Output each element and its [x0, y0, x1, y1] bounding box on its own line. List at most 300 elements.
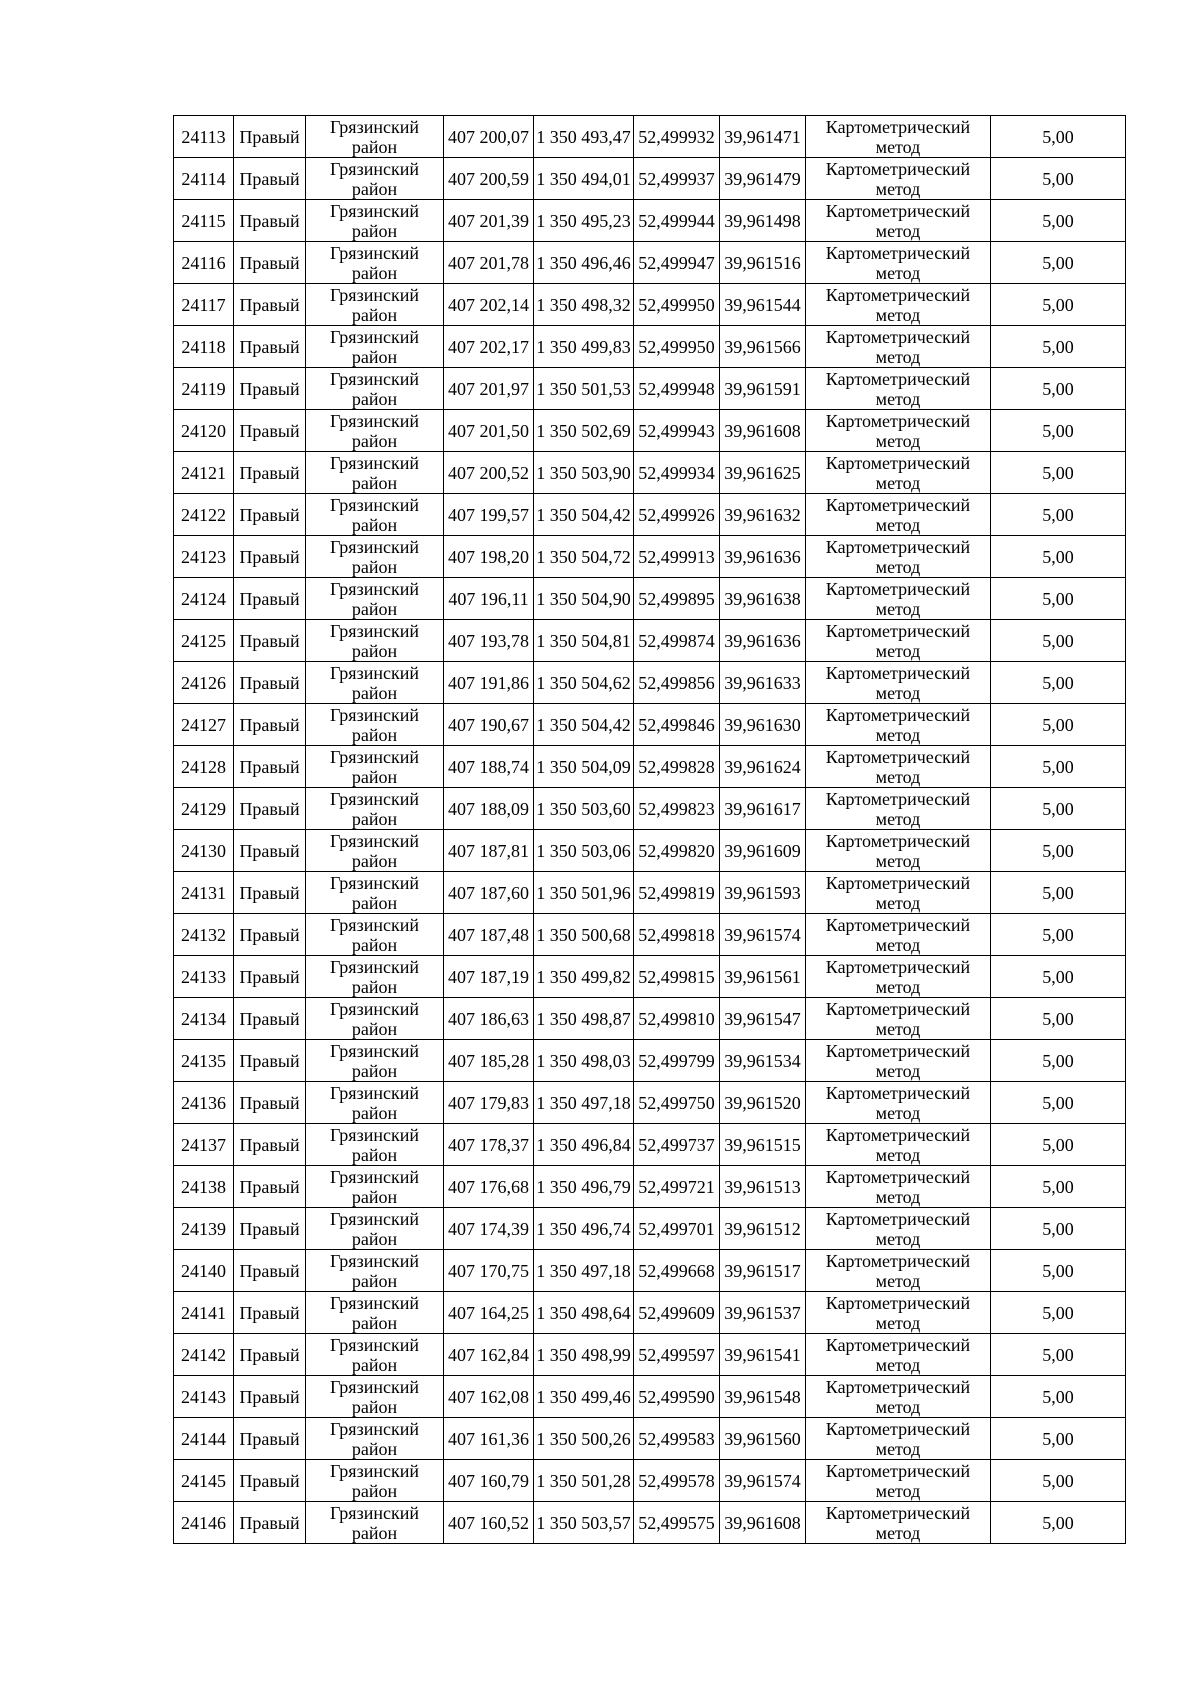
coord-x-cell: 407 186,63 — [444, 998, 534, 1040]
point-number-cell: 24128 — [174, 746, 234, 788]
longitude-cell: 39,961471 — [720, 116, 806, 158]
district-cell: Грязинский район — [306, 368, 444, 410]
point-number-cell: 24131 — [174, 872, 234, 914]
point-number-cell: 24123 — [174, 536, 234, 578]
latitude-cell: 52,499820 — [634, 830, 720, 872]
method-cell: Картометрический метод — [806, 662, 991, 704]
latitude-cell: 52,499737 — [634, 1124, 720, 1166]
coord-x-cell: 407 193,78 — [444, 620, 534, 662]
latitude-cell: 52,499575 — [634, 1502, 720, 1544]
coord-y-cell: 1 350 496,74 — [534, 1208, 634, 1250]
bank-side-cell: Правый — [234, 494, 306, 536]
coord-y-cell: 1 350 503,57 — [534, 1502, 634, 1544]
district-cell: Грязинский район — [306, 956, 444, 998]
bank-side-cell: Правый — [234, 1250, 306, 1292]
district-cell: Грязинский район — [306, 1334, 444, 1376]
accuracy-cell: 5,00 — [991, 1040, 1126, 1082]
coord-x-cell: 407 187,81 — [444, 830, 534, 872]
method-cell: Картометрический метод — [806, 368, 991, 410]
method-cell: Картометрический метод — [806, 788, 991, 830]
district-cell: Грязинский район — [306, 998, 444, 1040]
point-number-cell: 24118 — [174, 326, 234, 368]
coord-x-cell: 407 200,52 — [444, 452, 534, 494]
table-row — [174, 578, 1126, 620]
latitude-cell: 52,499943 — [634, 410, 720, 452]
coord-y-cell: 1 350 504,81 — [534, 620, 634, 662]
coord-x-cell: 407 201,50 — [444, 410, 534, 452]
coord-x-cell: 407 202,14 — [444, 284, 534, 326]
longitude-cell: 39,961498 — [720, 200, 806, 242]
accuracy-cell: 5,00 — [991, 788, 1126, 830]
coord-y-cell: 1 350 499,83 — [534, 326, 634, 368]
point-number-cell: 24122 — [174, 494, 234, 536]
coord-x-cell: 407 162,08 — [444, 1376, 534, 1418]
district-cell: Грязинский район — [306, 326, 444, 368]
method-cell: Картометрический метод — [806, 200, 991, 242]
longitude-cell: 39,961630 — [720, 704, 806, 746]
coord-x-cell: 407 160,79 — [444, 1460, 534, 1502]
accuracy-cell: 5,00 — [991, 1208, 1126, 1250]
latitude-cell: 52,499947 — [634, 242, 720, 284]
table-row — [174, 746, 1126, 788]
accuracy-cell: 5,00 — [991, 284, 1126, 326]
point-number-cell: 24135 — [174, 1040, 234, 1082]
point-number-cell: 24117 — [174, 284, 234, 326]
latitude-cell: 52,499583 — [634, 1418, 720, 1460]
coord-y-cell: 1 350 501,28 — [534, 1460, 634, 1502]
district-cell: Грязинский район — [306, 1376, 444, 1418]
district-cell: Грязинский район — [306, 1418, 444, 1460]
accuracy-cell: 5,00 — [991, 830, 1126, 872]
accuracy-cell: 5,00 — [991, 1124, 1126, 1166]
accuracy-cell: 5,00 — [991, 872, 1126, 914]
table-row — [174, 662, 1126, 704]
accuracy-cell: 5,00 — [991, 536, 1126, 578]
method-cell: Картометрический метод — [806, 1166, 991, 1208]
table-row — [174, 1334, 1126, 1376]
latitude-cell: 52,499815 — [634, 956, 720, 998]
coord-x-cell: 407 160,52 — [444, 1502, 534, 1544]
bank-side-cell: Правый — [234, 998, 306, 1040]
point-number-cell: 24113 — [174, 116, 234, 158]
bank-side-cell: Правый — [234, 578, 306, 620]
bank-side-cell: Правый — [234, 788, 306, 830]
method-cell: Картометрический метод — [806, 1460, 991, 1502]
method-cell: Картометрический метод — [806, 284, 991, 326]
district-cell: Грязинский район — [306, 788, 444, 830]
method-cell: Картометрический метод — [806, 1292, 991, 1334]
bank-side-cell: Правый — [234, 1334, 306, 1376]
point-number-cell: 24114 — [174, 158, 234, 200]
district-cell: Грязинский район — [306, 662, 444, 704]
coord-y-cell: 1 350 498,32 — [534, 284, 634, 326]
point-number-cell: 24142 — [174, 1334, 234, 1376]
bank-side-cell: Правый — [234, 1460, 306, 1502]
coord-y-cell: 1 350 496,84 — [534, 1124, 634, 1166]
latitude-cell: 52,499932 — [634, 116, 720, 158]
longitude-cell: 39,961517 — [720, 1250, 806, 1292]
accuracy-cell: 5,00 — [991, 914, 1126, 956]
point-number-cell: 24119 — [174, 368, 234, 410]
table-row — [174, 200, 1126, 242]
point-number-cell: 24132 — [174, 914, 234, 956]
coord-y-cell: 1 350 504,62 — [534, 662, 634, 704]
coord-x-cell: 407 178,37 — [444, 1124, 534, 1166]
point-number-cell: 24120 — [174, 410, 234, 452]
coord-x-cell: 407 187,60 — [444, 872, 534, 914]
district-cell: Грязинский район — [306, 200, 444, 242]
bank-side-cell: Правый — [234, 452, 306, 494]
district-cell: Грязинский район — [306, 1040, 444, 1082]
district-cell: Грязинский район — [306, 452, 444, 494]
method-cell: Картометрический метод — [806, 1040, 991, 1082]
method-cell: Картометрический метод — [806, 1376, 991, 1418]
latitude-cell: 52,499874 — [634, 620, 720, 662]
table-row — [174, 1460, 1126, 1502]
longitude-cell: 39,961515 — [720, 1124, 806, 1166]
bank-side-cell: Правый — [234, 410, 306, 452]
table-row — [174, 368, 1126, 410]
latitude-cell: 52,499944 — [634, 200, 720, 242]
method-cell: Картометрический метод — [806, 1334, 991, 1376]
method-cell: Картометрический метод — [806, 1208, 991, 1250]
table-row — [174, 914, 1126, 956]
district-cell: Грязинский район — [306, 494, 444, 536]
bank-side-cell: Правый — [234, 1082, 306, 1124]
bank-side-cell: Правый — [234, 1292, 306, 1334]
coord-y-cell: 1 350 501,53 — [534, 368, 634, 410]
table-row — [174, 1376, 1126, 1418]
coord-y-cell: 1 350 496,79 — [534, 1166, 634, 1208]
longitude-cell: 39,961534 — [720, 1040, 806, 1082]
accuracy-cell: 5,00 — [991, 1166, 1126, 1208]
accuracy-cell: 5,00 — [991, 116, 1126, 158]
method-cell: Картометрический метод — [806, 158, 991, 200]
coord-y-cell: 1 350 503,06 — [534, 830, 634, 872]
longitude-cell: 39,961516 — [720, 242, 806, 284]
point-number-cell: 24134 — [174, 998, 234, 1040]
method-cell: Картометрический метод — [806, 578, 991, 620]
table-row — [174, 704, 1126, 746]
accuracy-cell: 5,00 — [991, 1250, 1126, 1292]
longitude-cell: 39,961617 — [720, 788, 806, 830]
table-row — [174, 830, 1126, 872]
bank-side-cell: Правый — [234, 116, 306, 158]
accuracy-cell: 5,00 — [991, 158, 1126, 200]
latitude-cell: 52,499818 — [634, 914, 720, 956]
accuracy-cell: 5,00 — [991, 368, 1126, 410]
method-cell: Картометрический метод — [806, 998, 991, 1040]
point-number-cell: 24145 — [174, 1460, 234, 1502]
coord-x-cell: 407 185,28 — [444, 1040, 534, 1082]
latitude-cell: 52,499937 — [634, 158, 720, 200]
bank-side-cell: Правый — [234, 872, 306, 914]
bank-side-cell: Правый — [234, 914, 306, 956]
bank-side-cell: Правый — [234, 1040, 306, 1082]
method-cell: Картометрический метод — [806, 452, 991, 494]
coord-y-cell: 1 350 497,18 — [534, 1082, 634, 1124]
method-cell: Картометрический метод — [806, 956, 991, 998]
point-number-cell: 24124 — [174, 578, 234, 620]
longitude-cell: 39,961608 — [720, 410, 806, 452]
coord-x-cell: 407 201,97 — [444, 368, 534, 410]
coord-y-cell: 1 350 504,42 — [534, 494, 634, 536]
longitude-cell: 39,961560 — [720, 1418, 806, 1460]
bank-side-cell: Правый — [234, 1124, 306, 1166]
coord-y-cell: 1 350 498,03 — [534, 1040, 634, 1082]
longitude-cell: 39,961544 — [720, 284, 806, 326]
latitude-cell: 52,499934 — [634, 452, 720, 494]
accuracy-cell: 5,00 — [991, 620, 1126, 662]
longitude-cell: 39,961624 — [720, 746, 806, 788]
coord-x-cell: 407 201,39 — [444, 200, 534, 242]
longitude-cell: 39,961548 — [720, 1376, 806, 1418]
coordinates-table — [173, 115, 1126, 1544]
accuracy-cell: 5,00 — [991, 704, 1126, 746]
accuracy-cell: 5,00 — [991, 452, 1126, 494]
district-cell: Грязинский район — [306, 1460, 444, 1502]
accuracy-cell: 5,00 — [991, 578, 1126, 620]
latitude-cell: 52,499668 — [634, 1250, 720, 1292]
coord-x-cell: 407 199,57 — [444, 494, 534, 536]
method-cell: Картометрический метод — [806, 1502, 991, 1544]
method-cell: Картометрический метод — [806, 620, 991, 662]
district-cell: Грязинский район — [306, 536, 444, 578]
table-row — [174, 242, 1126, 284]
bank-side-cell: Правый — [234, 158, 306, 200]
latitude-cell: 52,499609 — [634, 1292, 720, 1334]
point-number-cell: 24141 — [174, 1292, 234, 1334]
table-row — [174, 998, 1126, 1040]
table-row — [174, 452, 1126, 494]
bank-side-cell: Правый — [234, 704, 306, 746]
coord-x-cell: 407 200,59 — [444, 158, 534, 200]
district-cell: Грязинский район — [306, 1082, 444, 1124]
table-row — [174, 788, 1126, 830]
method-cell: Картометрический метод — [806, 536, 991, 578]
latitude-cell: 52,499950 — [634, 284, 720, 326]
table-row — [174, 1418, 1126, 1460]
latitude-cell: 52,499913 — [634, 536, 720, 578]
bank-side-cell: Правый — [234, 284, 306, 326]
bank-side-cell: Правый — [234, 1166, 306, 1208]
longitude-cell: 39,961547 — [720, 998, 806, 1040]
table-row — [174, 1292, 1126, 1334]
district-cell: Грязинский район — [306, 578, 444, 620]
longitude-cell: 39,961633 — [720, 662, 806, 704]
coord-x-cell: 407 174,39 — [444, 1208, 534, 1250]
latitude-cell: 52,499948 — [634, 368, 720, 410]
accuracy-cell: 5,00 — [991, 200, 1126, 242]
coord-x-cell: 407 162,84 — [444, 1334, 534, 1376]
longitude-cell: 39,961609 — [720, 830, 806, 872]
coord-x-cell: 407 170,75 — [444, 1250, 534, 1292]
point-number-cell: 24116 — [174, 242, 234, 284]
accuracy-cell: 5,00 — [991, 746, 1126, 788]
bank-side-cell: Правый — [234, 1376, 306, 1418]
method-cell: Картометрический метод — [806, 830, 991, 872]
coord-y-cell: 1 350 498,64 — [534, 1292, 634, 1334]
coord-y-cell: 1 350 504,90 — [534, 578, 634, 620]
district-cell: Грязинский район — [306, 1250, 444, 1292]
longitude-cell: 39,961636 — [720, 536, 806, 578]
coord-y-cell: 1 350 499,82 — [534, 956, 634, 998]
method-cell: Картометрический метод — [806, 1418, 991, 1460]
coord-y-cell: 1 350 504,09 — [534, 746, 634, 788]
coord-y-cell: 1 350 504,42 — [534, 704, 634, 746]
table-row — [174, 494, 1126, 536]
accuracy-cell: 5,00 — [991, 1502, 1126, 1544]
bank-side-cell: Правый — [234, 662, 306, 704]
point-number-cell: 24129 — [174, 788, 234, 830]
accuracy-cell: 5,00 — [991, 1460, 1126, 1502]
latitude-cell: 52,499895 — [634, 578, 720, 620]
latitude-cell: 52,499828 — [634, 746, 720, 788]
coord-x-cell: 407 164,25 — [444, 1292, 534, 1334]
coord-x-cell: 407 190,67 — [444, 704, 534, 746]
method-cell: Картометрический метод — [806, 242, 991, 284]
accuracy-cell: 5,00 — [991, 1082, 1126, 1124]
table-row — [174, 158, 1126, 200]
latitude-cell: 52,499597 — [634, 1334, 720, 1376]
longitude-cell: 39,961512 — [720, 1208, 806, 1250]
longitude-cell: 39,961608 — [720, 1502, 806, 1544]
latitude-cell: 52,499846 — [634, 704, 720, 746]
point-number-cell: 24125 — [174, 620, 234, 662]
table-row — [174, 872, 1126, 914]
table-row — [174, 1082, 1126, 1124]
point-number-cell: 24146 — [174, 1502, 234, 1544]
bank-side-cell: Правый — [234, 368, 306, 410]
bank-side-cell: Правый — [234, 830, 306, 872]
bank-side-cell: Правый — [234, 620, 306, 662]
coord-y-cell: 1 350 503,90 — [534, 452, 634, 494]
district-cell: Грязинский район — [306, 410, 444, 452]
district-cell: Грязинский район — [306, 1208, 444, 1250]
table-row — [174, 1166, 1126, 1208]
coord-y-cell: 1 350 496,46 — [534, 242, 634, 284]
method-cell: Картометрический метод — [806, 1124, 991, 1166]
district-cell: Грязинский район — [306, 620, 444, 662]
bank-side-cell: Правый — [234, 200, 306, 242]
point-number-cell: 24144 — [174, 1418, 234, 1460]
point-number-cell: 24121 — [174, 452, 234, 494]
table-row — [174, 536, 1126, 578]
district-cell: Грязинский район — [306, 746, 444, 788]
method-cell: Картометрический метод — [806, 116, 991, 158]
latitude-cell: 52,499750 — [634, 1082, 720, 1124]
point-number-cell: 24130 — [174, 830, 234, 872]
coord-y-cell: 1 350 500,68 — [534, 914, 634, 956]
district-cell: Грязинский район — [306, 914, 444, 956]
bank-side-cell: Правый — [234, 536, 306, 578]
accuracy-cell: 5,00 — [991, 242, 1126, 284]
district-cell: Грязинский район — [306, 704, 444, 746]
accuracy-cell: 5,00 — [991, 494, 1126, 536]
table-row — [174, 620, 1126, 662]
latitude-cell: 52,499590 — [634, 1376, 720, 1418]
coord-y-cell: 1 350 502,69 — [534, 410, 634, 452]
district-cell: Грязинский район — [306, 116, 444, 158]
coord-y-cell: 1 350 500,26 — [534, 1418, 634, 1460]
point-number-cell: 24127 — [174, 704, 234, 746]
method-cell: Картометрический метод — [806, 746, 991, 788]
bank-side-cell: Правый — [234, 746, 306, 788]
district-cell: Грязинский район — [306, 284, 444, 326]
coord-x-cell: 407 201,78 — [444, 242, 534, 284]
method-cell: Картометрический метод — [806, 494, 991, 536]
longitude-cell: 39,961561 — [720, 956, 806, 998]
district-cell: Грязинский район — [306, 830, 444, 872]
point-number-cell: 24115 — [174, 200, 234, 242]
longitude-cell: 39,961636 — [720, 620, 806, 662]
table-row — [174, 1040, 1126, 1082]
coord-y-cell: 1 350 495,23 — [534, 200, 634, 242]
table-row — [174, 116, 1126, 158]
point-number-cell: 24138 — [174, 1166, 234, 1208]
point-number-cell: 24136 — [174, 1082, 234, 1124]
longitude-cell: 39,961625 — [720, 452, 806, 494]
point-number-cell: 24137 — [174, 1124, 234, 1166]
method-cell: Картометрический метод — [806, 914, 991, 956]
latitude-cell: 52,499856 — [634, 662, 720, 704]
longitude-cell: 39,961566 — [720, 326, 806, 368]
district-cell: Грязинский район — [306, 1502, 444, 1544]
table-row — [174, 1208, 1126, 1250]
accuracy-cell: 5,00 — [991, 956, 1126, 998]
accuracy-cell: 5,00 — [991, 326, 1126, 368]
coord-x-cell: 407 179,83 — [444, 1082, 534, 1124]
bank-side-cell: Правый — [234, 326, 306, 368]
table-row — [174, 410, 1126, 452]
district-cell: Грязинский район — [306, 1166, 444, 1208]
table-row — [174, 1124, 1126, 1166]
longitude-cell: 39,961520 — [720, 1082, 806, 1124]
point-number-cell: 24133 — [174, 956, 234, 998]
table-row — [174, 956, 1126, 998]
table-body — [174, 116, 1126, 1544]
coord-y-cell: 1 350 497,18 — [534, 1250, 634, 1292]
coord-y-cell: 1 350 498,87 — [534, 998, 634, 1040]
district-cell: Грязинский район — [306, 872, 444, 914]
method-cell: Картометрический метод — [806, 704, 991, 746]
accuracy-cell: 5,00 — [991, 998, 1126, 1040]
latitude-cell: 52,499950 — [634, 326, 720, 368]
district-cell: Грязинский район — [306, 1292, 444, 1334]
point-number-cell: 24140 — [174, 1250, 234, 1292]
accuracy-cell: 5,00 — [991, 1376, 1126, 1418]
latitude-cell: 52,499799 — [634, 1040, 720, 1082]
method-cell: Картометрический метод — [806, 872, 991, 914]
table-row — [174, 1250, 1126, 1292]
method-cell: Картометрический метод — [806, 1082, 991, 1124]
latitude-cell: 52,499823 — [634, 788, 720, 830]
latitude-cell: 52,499578 — [634, 1460, 720, 1502]
accuracy-cell: 5,00 — [991, 410, 1126, 452]
coord-x-cell: 407 161,36 — [444, 1418, 534, 1460]
coord-x-cell: 407 188,09 — [444, 788, 534, 830]
coord-x-cell: 407 191,86 — [444, 662, 534, 704]
table-row — [174, 326, 1126, 368]
point-number-cell: 24126 — [174, 662, 234, 704]
longitude-cell: 39,961479 — [720, 158, 806, 200]
coord-y-cell: 1 350 503,60 — [534, 788, 634, 830]
longitude-cell: 39,961541 — [720, 1334, 806, 1376]
coord-x-cell: 407 200,07 — [444, 116, 534, 158]
district-cell: Грязинский район — [306, 242, 444, 284]
longitude-cell: 39,961638 — [720, 578, 806, 620]
latitude-cell: 52,499721 — [634, 1166, 720, 1208]
